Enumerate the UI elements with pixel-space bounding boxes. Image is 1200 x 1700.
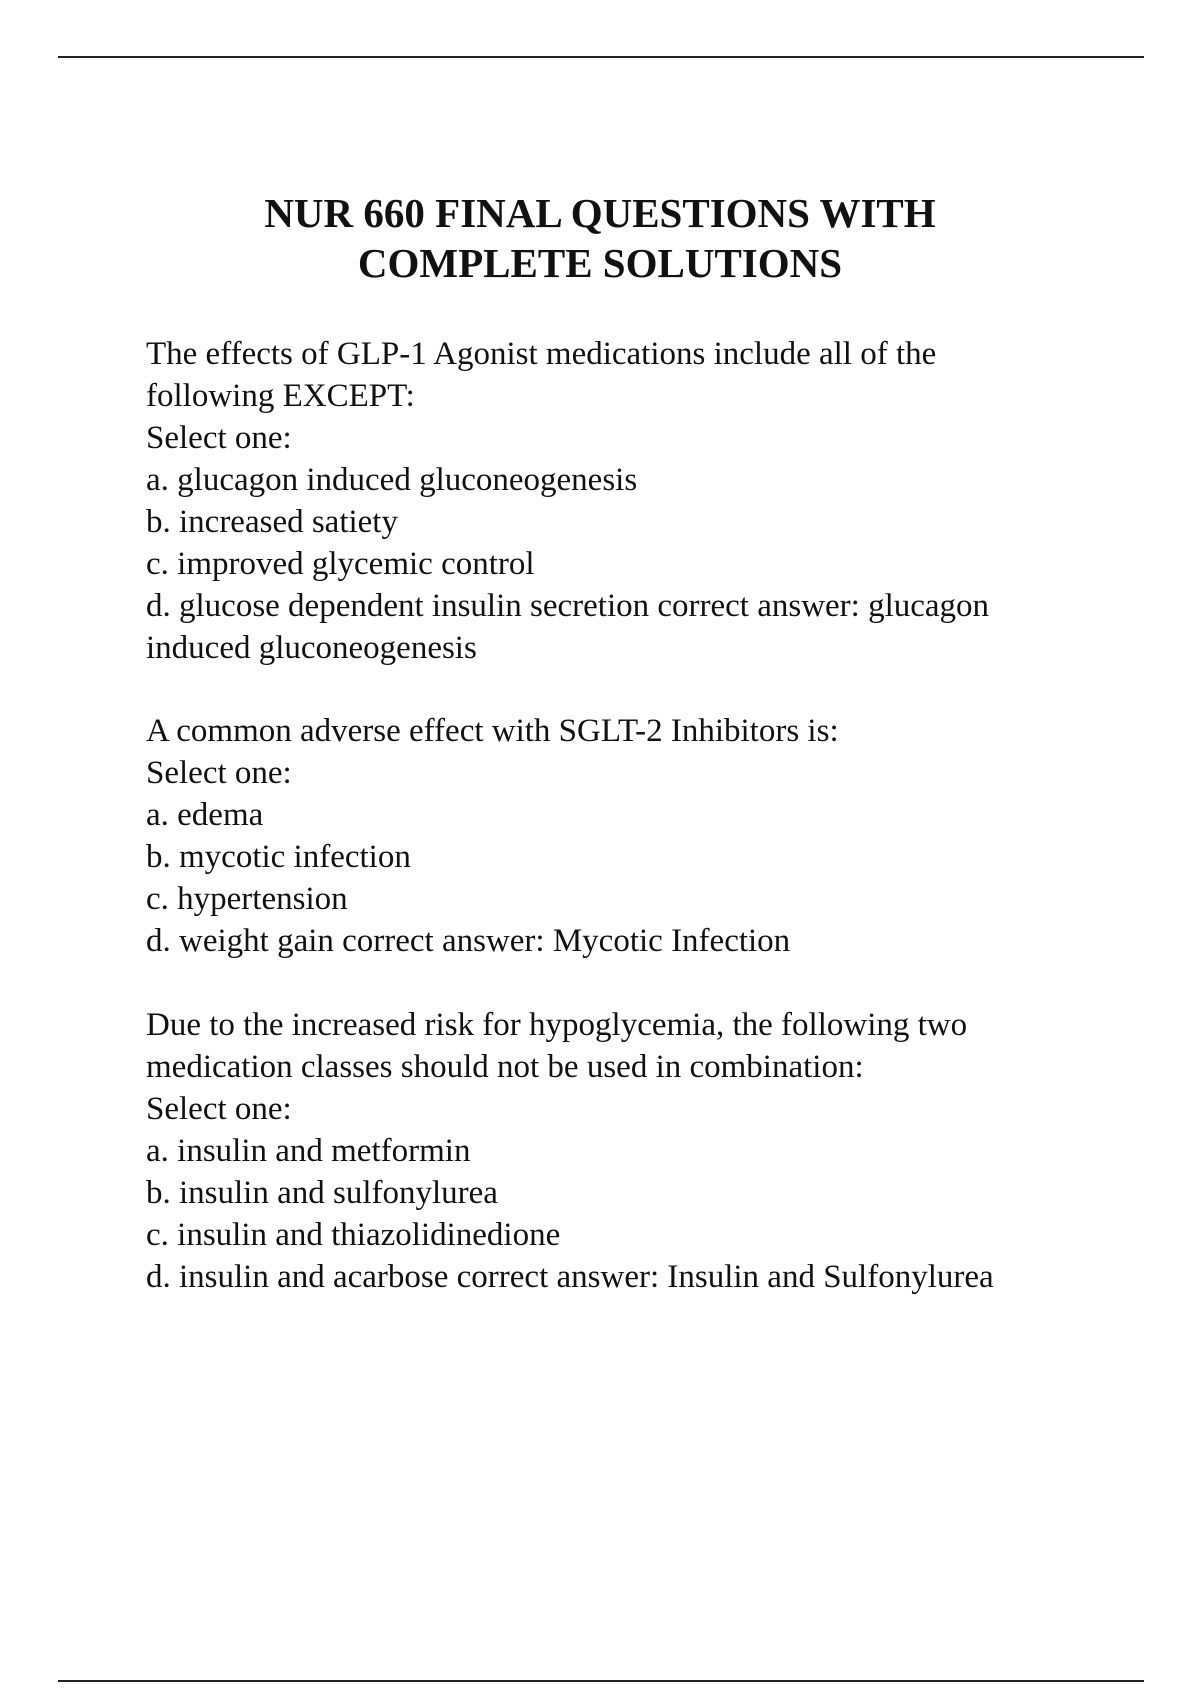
question-2-option-a: a. edema bbox=[146, 797, 264, 833]
question-3-stem-line-2: medication classes should not be used in combination: bbox=[146, 1049, 864, 1085]
question-2-stem-line-1: A common adverse effect with SGLT-2 Inhibitors is: bbox=[146, 713, 839, 749]
bottom-rule bbox=[58, 1680, 1144, 1682]
question-3 bbox=[146, 1004, 1156, 1298]
question-1-select-prompt: Select one: bbox=[146, 420, 292, 456]
question-1-stem-line-1: The effects of GLP-1 Agonist medications include all of the bbox=[146, 336, 937, 372]
question-3-option-d-line-1: d. insulin and acarbose correct answer: Insulin and Sulfonylurea bbox=[146, 1259, 994, 1295]
question-1-option-c: c. improved glycemic control bbox=[146, 546, 535, 582]
question-1-option-b: b. increased satiety bbox=[146, 504, 398, 540]
top-rule bbox=[58, 56, 1144, 58]
question-3-select-prompt: Select one: bbox=[146, 1091, 292, 1127]
question-3-option-c: c. insulin and thiazolidinedione bbox=[146, 1217, 561, 1253]
question-2-select-prompt: Select one: bbox=[146, 755, 292, 791]
question-2 bbox=[146, 710, 1156, 962]
question-1-option-d-line-2: induced gluconeogenesis bbox=[146, 630, 477, 666]
question-2-option-b: b. mycotic infection bbox=[146, 839, 411, 875]
question-2-option-d-line-1: d. weight gain correct answer: Mycotic Infection bbox=[146, 923, 791, 959]
title-line-2: COMPLETE SOLUTIONS bbox=[357, 240, 843, 286]
question-1-option-d-line-1: d. glucose dependent insulin secretion correct answer: glucagon bbox=[146, 588, 990, 624]
question-2-option-c: c. hypertension bbox=[146, 881, 348, 917]
question-3-option-b: b. insulin and sulfonylurea bbox=[146, 1175, 498, 1211]
question-3-option-a: a. insulin and metformin bbox=[146, 1133, 471, 1169]
question-1 bbox=[146, 333, 1156, 669]
title-line-1: NUR 660 FINAL QUESTIONS WITH bbox=[264, 190, 936, 236]
question-3-stem-line-1: Due to the increased risk for hypoglycemia, the following two bbox=[146, 1007, 968, 1043]
page-title bbox=[100, 188, 1100, 288]
question-1-stem-line-2: following EXCEPT: bbox=[146, 378, 415, 414]
question-1-option-a: a. glucagon induced gluconeogenesis bbox=[146, 462, 638, 498]
